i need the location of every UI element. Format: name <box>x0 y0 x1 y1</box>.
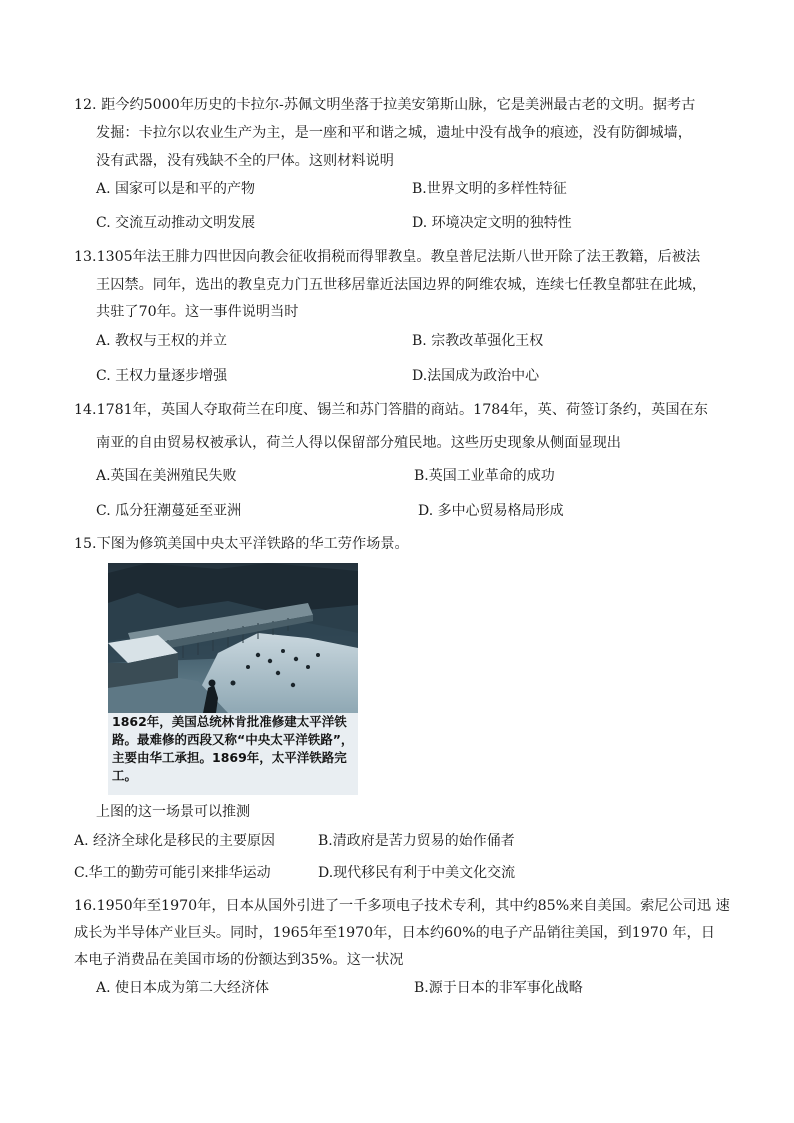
q13-stem-line-1: 13.1305年法王腓力四世因向教会征收捐税而得罪教皇。教皇普尼法斯八世开除了法王教籍，后被法 <box>74 249 701 265</box>
q12-stem-line-3: 没有武器，没有残缺不全的尸体。这则材料说明 <box>96 153 394 169</box>
q12-stem-line-1: 12. 距今约5000年历史的卡拉尔-苏佩文明坐落于拉美安第斯山脉，它是美洲最古老的文明。据考古 <box>74 97 696 113</box>
q16-stem-line-3: 本电子消费品在美国市场的份额达到35%。这一状况 <box>74 952 404 968</box>
q15-stem: 15.下图为修筑美国中央太平洋铁路的华工劳作场景。 <box>74 536 409 552</box>
q15-option-c[interactable]: C.华工的勤劳可能引来排华运动 <box>74 865 271 881</box>
q14-option-a[interactable]: A.英国在美洲殖民失败 <box>96 468 237 484</box>
q15-followup: 上图的这一场景可以推测 <box>96 804 250 820</box>
railway-workers-photo <box>108 563 358 795</box>
photo-caption: 1862年，美国总统林肯批准修建太平洋铁路。最难修的西段又称“中央太平洋铁路”，主要由华工承担。1869年，太平洋铁路完工。 <box>112 714 354 783</box>
q13-stem-line-2: 王囚禁。同年，选出的教皇克力门五世移居靠近法国边界的阿维农城，连续七任教皇都驻在此城， <box>96 277 707 293</box>
q13-option-a[interactable]: A. 教权与王权的并立 <box>96 333 228 349</box>
railway-scene-image <box>108 563 358 713</box>
q12-stem-line-2: 发掘：卡拉尔以农业生产为主，是一座和平和谐之城，遗址中没有战争的痕迹，没有防御城墙， <box>96 125 692 141</box>
q13-option-c[interactable]: C. 王权力量逐步增强 <box>96 368 228 384</box>
q13-option-d[interactable]: D.法国成为政治中心 <box>412 368 540 384</box>
q12-option-b[interactable]: B.世界文明的多样性特征 <box>412 181 567 197</box>
q14-option-c[interactable]: C. 瓜分狂潮蔓延至亚洲 <box>96 503 242 519</box>
q16-stem-line-1: 16.1950年至1970年，日本从国外引进了一千多项电子技术专利，其中约85%来自美国。索尼公司迅 速 <box>74 898 730 914</box>
q14-option-d[interactable]: D. 多中心贸易格局形成 <box>418 503 564 519</box>
q14-stem-line-1: 14.1781年，英国人夺取荷兰在印度、锡兰和苏门答腊的商站。1784年，英、荷签订条约，英国在东 <box>74 402 708 418</box>
q14-stem-line-2: 南亚的自由贸易权被承认，荷兰人得以保留部分殖民地。这些历史现象从侧面显现出 <box>96 435 621 451</box>
q12-option-a[interactable]: A. 国家可以是和平的产物 <box>96 181 256 197</box>
q13-option-b[interactable]: B. 宗教改革强化王权 <box>412 333 544 349</box>
q15-option-a[interactable]: A. 经济全球化是移民的主要原因 <box>74 833 276 849</box>
q15-option-d[interactable]: D.现代移民有利于中美文化交流 <box>318 865 516 881</box>
q16-option-a[interactable]: A. 使日本成为第二大经济体 <box>96 980 270 996</box>
q14-option-b[interactable]: B.英国工业革命的成功 <box>414 468 555 484</box>
q12-option-d[interactable]: D. 环境决定文明的独特性 <box>412 215 572 231</box>
q12-option-c[interactable]: C. 交流互动推动文明发展 <box>96 215 256 231</box>
q13-stem-line-3: 共驻了70年。这一事件说明当时 <box>96 304 299 320</box>
q16-stem-line-2: 成长为半导体产业巨头。同时，1965年至1970年，日本约60%的电子产品销往美国，到1970 年，日 <box>74 925 715 941</box>
q15-option-b[interactable]: B.清政府是苦力贸易的始作俑者 <box>318 833 515 849</box>
q16-option-b[interactable]: B.源于日本的非军事化战略 <box>414 980 583 996</box>
